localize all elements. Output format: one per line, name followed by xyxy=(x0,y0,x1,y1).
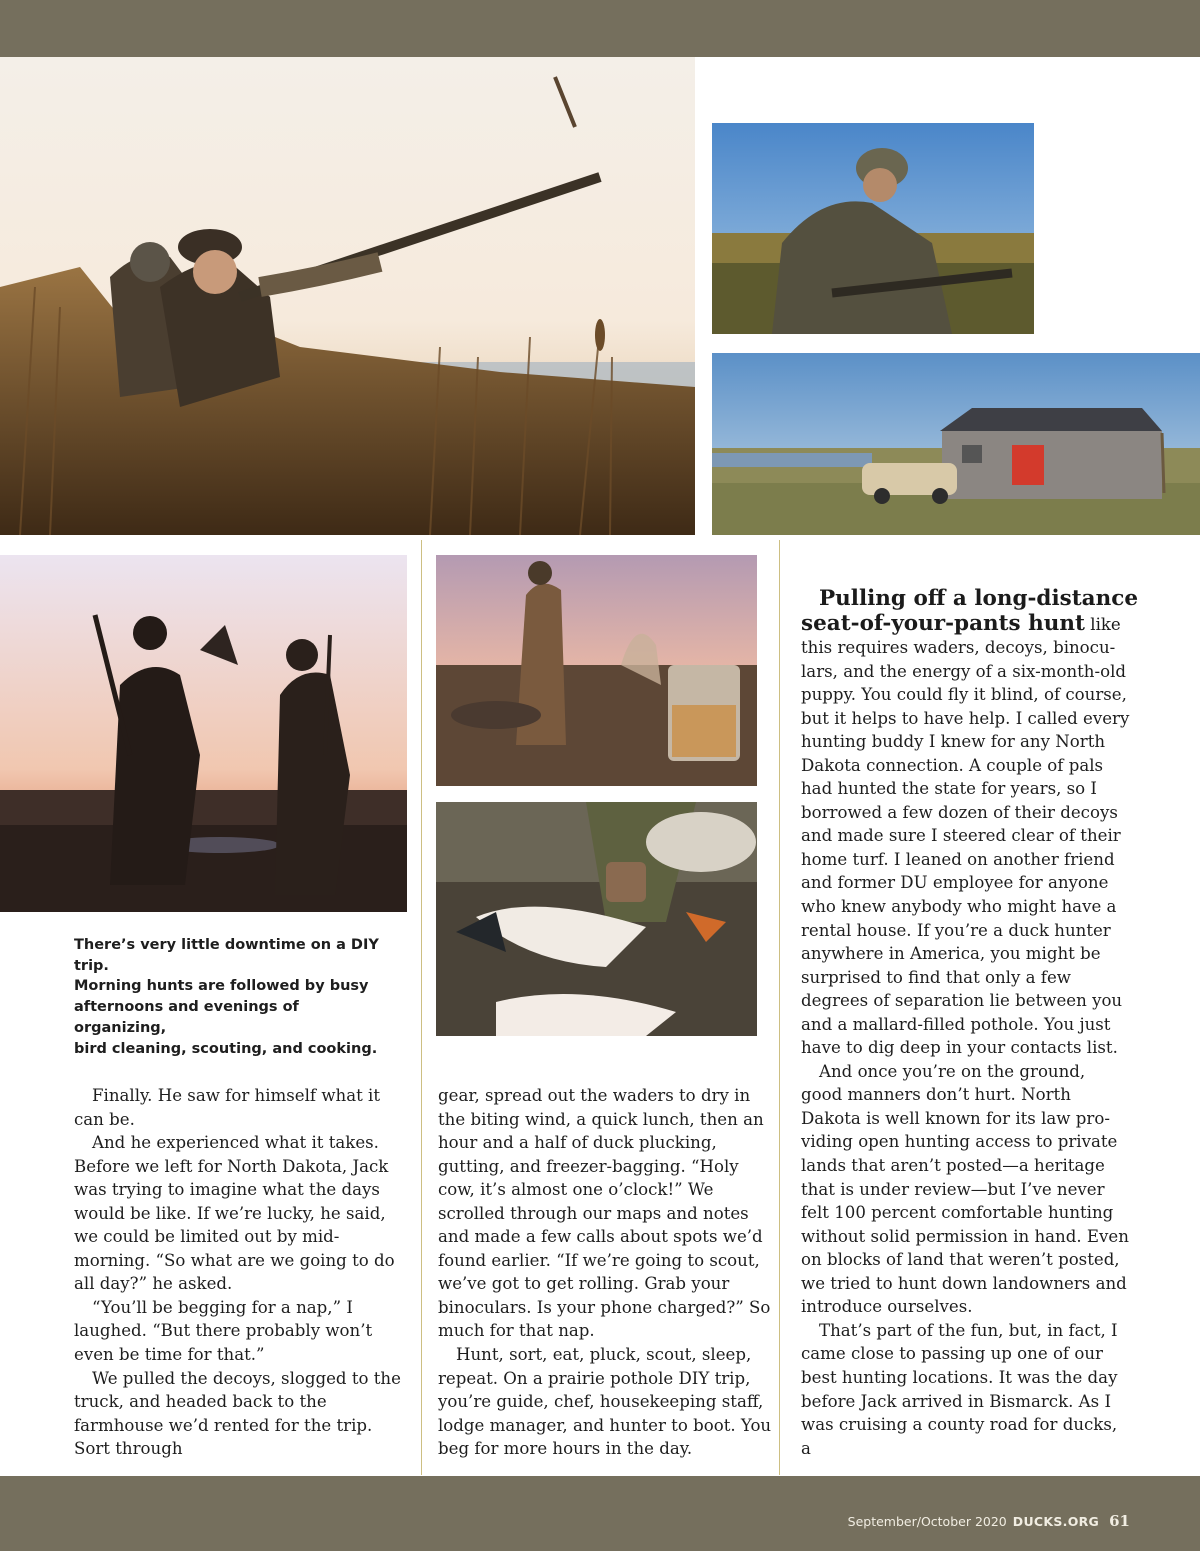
paragraph: And he experienced what it takes. Before we left for North Dakota, Jack was trying to imagine what the days would be like. If we’re lucky, he said, we could be limited out by mid-morning. “So what are we going to do all day?” he asked. xyxy=(74,1133,395,1294)
top-color-band xyxy=(0,0,1200,57)
photo-hunters-at-dusk xyxy=(0,555,407,912)
page-footer xyxy=(848,1512,1130,1530)
photo-caption xyxy=(74,935,394,1059)
caption-line: There’s very little downtime on a DIY trip. xyxy=(74,937,379,974)
issue-date: September/October 2020 xyxy=(847,1514,1007,1529)
photo-cleaning-birds xyxy=(436,802,757,1036)
paragraph: gear, spread out the waders to dry in the biting wind, a quick lunch, then an hour and a half of duck plucking, gutting, and freezer-bagging. “Holy cow, it’s almost one o’clock!” We scrolled through our maps and notes and made a few calls about spots we’d found earlier. “If we’re going to scout, we’ve got to get rolling. Grab your binoculars. Is your phone charged?” So much for that nap. xyxy=(438,1086,771,1341)
lead-tail: like xyxy=(1084,615,1121,634)
article-column-3 xyxy=(801,636,1131,1460)
paragraph: “You’ll be begging for a nap,” I laughed. “But there probably won’t even be time for that.” xyxy=(74,1297,373,1365)
paragraph: We pulled the decoys, slogged to the truck, and headed back to the farmhouse we’d rented for the trip. Sort through xyxy=(74,1368,401,1459)
column-rule-right xyxy=(779,540,780,1475)
caption-line: bird cleaning, scouting, and cooking. xyxy=(74,1040,378,1057)
article-column-2 xyxy=(438,1084,772,1461)
paragraph: And once you’re on the ground, good manners don’t hurt. North Dakota is well known for its law pro- viding open hunting access to private lands that aren’t posted—a heritage that is under review—but I’ve never felt 100 percent comfortable hunting without solid permission in hand. Even on blocks of land that weren’t posted, we tried to hunt down landowners and introduce ourselves. xyxy=(801,1061,1129,1317)
photo-hunters-shooting xyxy=(0,57,695,535)
paragraph: Finally. He saw for himself what it can be. xyxy=(74,1086,381,1129)
lead-bold-line-2: seat-of-your-pants hunt xyxy=(801,611,1085,636)
section-lead-in xyxy=(801,586,1141,637)
column-rule-left xyxy=(421,540,422,1475)
site-url: DUCKS.ORG xyxy=(1012,1514,1100,1529)
paragraph: That’s part of the fun, but, in fact, I came close to passing up one of our best hunting locations. It was the day before Jack arrived in Bismarck. As I was cruising a county road for ducks, a xyxy=(801,1320,1118,1458)
caption-line: afternoons and evenings of organizing, xyxy=(74,999,299,1036)
lead-bold-line-1: Pulling off a long-distance xyxy=(819,586,1139,611)
photo-plucking-with-glass xyxy=(436,555,757,786)
paragraph: Hunt, sort, eat, pluck, scout, sleep, repeat. On a prairie pothole DIY trip, you’re guide, chef, housekeeping staff, lodge manager, and hunter to boot. You beg for more hours in the day. xyxy=(438,1345,772,1459)
caption-line: Morning hunts are followed by busy xyxy=(74,978,369,995)
photo-farmhouse xyxy=(712,353,1200,535)
article-column-1 xyxy=(74,1084,409,1461)
paragraph: this requires waders, decoys, binocu- lars, and the energy of a six-month-old puppy. You could fly it blind, of course, but it helps to have help. I called every hunting buddy I knew for any North Dakota connection. A couple of pals had hunted the state for years, so I borrowed a few dozen of their decoys and made sure I steered clear of their home turf. I leaned on another friend and former DU employee for anyone who knew anybody who might have a rental house. If you’re a duck hunter anywhere in America, you might be surprised to find that only a few degrees of separation lie between you and a mallard-filled pothole. You just have to dig deep in your contacts list. xyxy=(801,638,1130,1058)
photo-hunter-in-blind xyxy=(712,123,1034,334)
page-number: 61 xyxy=(1109,1512,1130,1530)
